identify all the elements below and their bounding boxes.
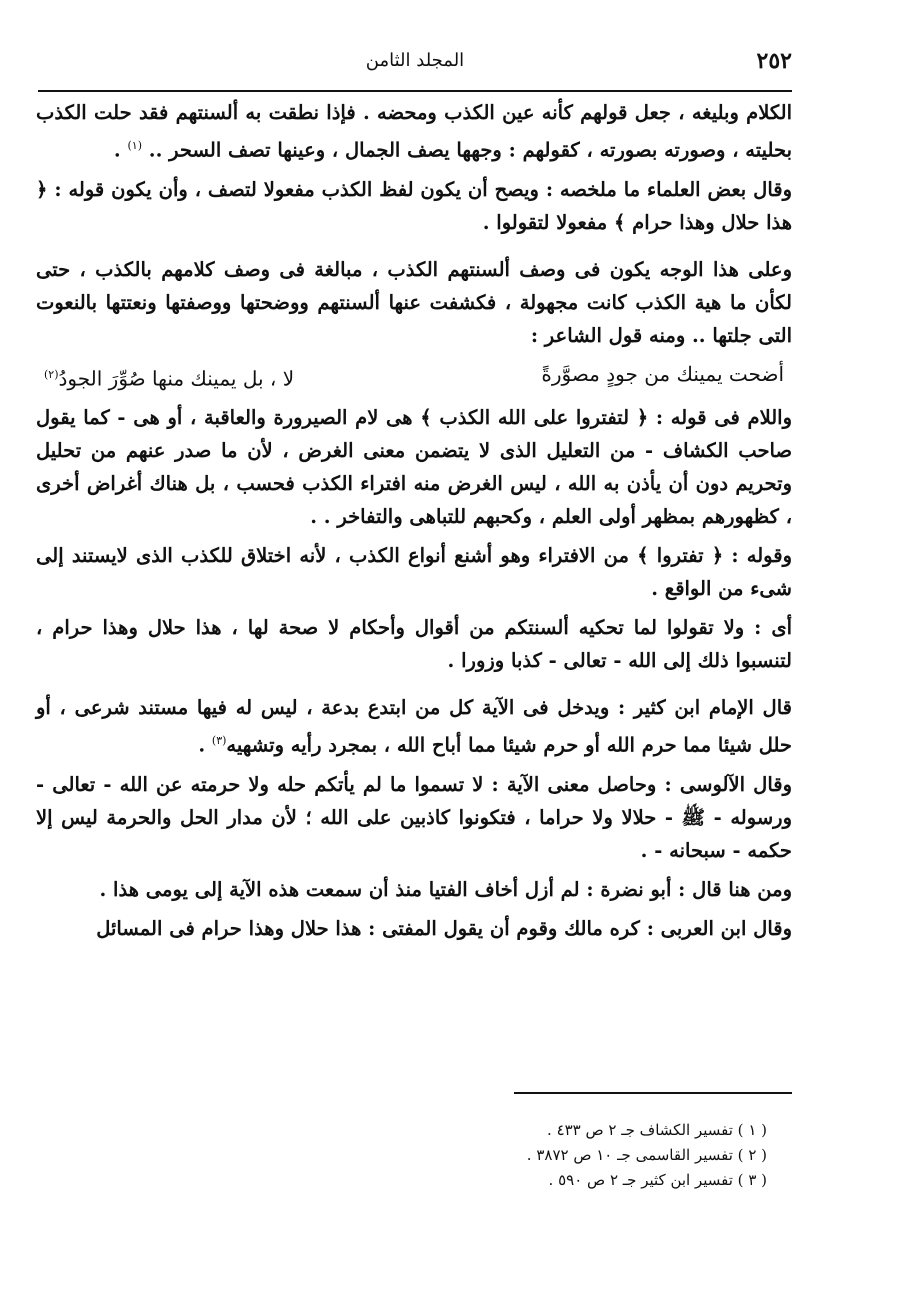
paragraph: وعلى هذا الوجه يكون فى وصف ألسنتهم الكذب ، مبالغة فى وصف كلامهم بالكذب ، حتى لكأن ما هية الكذب كانت مجهولة ، فكشفت عنها ألسنتهم ووضحتها ووصفتها ونعتتها بالنعوت التى جلتها .. ومنه قول الشاعر :	[36, 257, 792, 347]
footnote: ( ١ ) تفسير الكشاف جـ ٢ ص ٤٣٣ .	[547, 1121, 767, 1139]
verse-second-hemistich: لا ، بل يمينك منها صُوِّرَ الجودُ$^{(٢)}$	[44, 366, 295, 391]
paragraph: وقوله : ﴿ تفتروا ﴾ من الافتراء وهو أشنع أنواع الكذب ، لأنه اختلاق للكذب الذى لايستند إلى شىء من الواقع .	[36, 544, 792, 601]
footnote: ( ٣ ) تفسير ابن كثير جـ ٢ ص ٥٩٠ .	[548, 1171, 767, 1189]
footnote-rule	[514, 1092, 792, 1094]
footnotes	[527, 1118, 767, 1193]
body-text	[36, 96, 792, 951]
paragraph: الكلام وبليغه ، جعل قولهم كأنه عين الكذب ومحضه . فإذا نطقت به ألسنتهم فقد حلت الكذب بحليته ، وصورته بصورته ، كقولهم : وجهها يصف الجمال ، وعينها تصف السحر .. $^{(١)}$ .	[36, 101, 792, 162]
paragraph: قال الإمام ابن كثير : ويدخل فى الآية كل من ابتدع بدعة ، ليس له فيها مستند شرعى ، أو حلل شيئا مما حرم الله أو حرم شيئا مما أباح الله ، بمجرد رأيه وتشهيه$^{(٣)}$ .	[36, 696, 792, 757]
footnote-reference: (٣)	[211, 734, 227, 748]
footnote: ( ٢ ) تفسير القاسمى جـ ١٠ ص ٣٨٧٢ .	[526, 1146, 767, 1164]
paragraph: ومن هنا قال : أبو نضرة : لم أزل أخاف الفتيا منذ أن سمعت هذه الآية إلى يومى هذا .	[99, 877, 792, 901]
footnote-reference: (١)	[127, 139, 142, 152]
paragraph: واللام فى قوله : ﴿ لتفتروا على الله الكذب ﴾ هى لام الصيرورة والعاقبة ، أو هى - كما يقول صاحب الكشاف - من التعليل الذى لا يتضمن معنى الغرض ، لأن ما صدر عنهم من تحليل وتحريم دون أن يأذن به الله ، ليس الغرض منه افتراء الكذب فحسب ، بل هناك أغراض أخرى ، كظهورهم بمظهر أولى العلم ، وكحبهم للتباهى والتفاخر . .	[36, 406, 792, 529]
page-number: ٢٥٢	[756, 48, 792, 74]
running-head: المجلد الثامن	[365, 50, 465, 71]
paragraph: أى : ولا تقولوا لما تحكيه ألسنتكم من أقوال وأحكام لا صحة لها ، هذا حلال وهذا حرام ، لتنسبوا ذلك إلى الله - تعالى - كذبا وزورا .	[36, 616, 792, 673]
paragraph: وقال ابن العربى : كره مالك وقوم أن يقول المفتى : هذا حلال وهذا حرام فى المسائل	[96, 916, 792, 940]
footnote-reference: (٢)	[44, 367, 59, 381]
paragraph: وقال بعض العلماء ما ملخصه : ويصح أن يكون لفظ الكذب مفعولا لتصف ، وأن يكون قوله : ﴿ هذا حلال وهذا حرام ﴾ مفعولا لتقولوا .	[36, 177, 792, 234]
header-rule	[38, 90, 792, 92]
page-header	[38, 44, 792, 84]
verse-first-hemistich: أضحت يمينك من جودٍ مصوَّرةً	[541, 361, 784, 386]
paragraph: وقال الآلوسى : وحاصل معنى الآية : لا تسموا ما لم يأتكم حله ولا حرمته عن الله - تعالى - ورسوله - ﷺ - حلالا ولا حراما ، فتكونوا كاذبين على الله ؛ لأن مدار الحل والحرمة ليس إلا حكمه - سبحانه - .	[36, 772, 792, 862]
poetry-verse	[36, 358, 792, 396]
